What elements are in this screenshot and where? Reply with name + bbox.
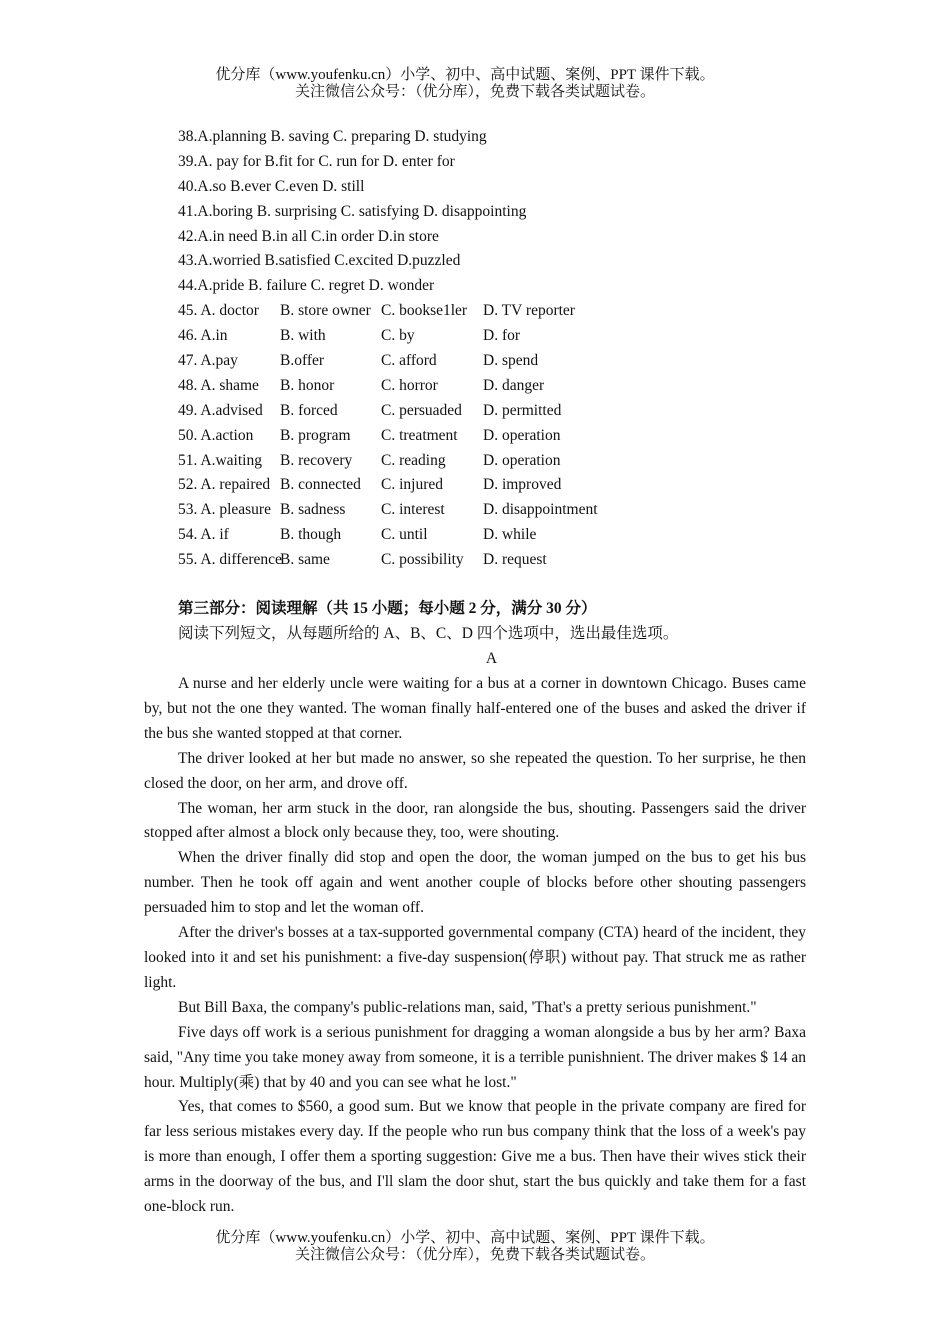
option-choice: 47. A.pay bbox=[178, 352, 238, 370]
option-choice: 54. A. if bbox=[178, 526, 229, 544]
passage-paragraph: Five days off work is a serious punishment for dragging a woman alongside a bus by her arm? Baxa said, "Any time you take money away from someone, it is a terrible punishnient. The driver makes $ 14 an hour. Multiply(乘) that by 40 and you can see what he lost." bbox=[144, 1023, 806, 1091]
option-row bbox=[178, 299, 633, 324]
option-choice: C. horror bbox=[381, 376, 438, 394]
option-choice: 50. A.action bbox=[178, 426, 254, 444]
header-line-1: 优分库（www.youfenku.cn）小学、初中、高中试题、案例、PPT 课件下载。 bbox=[215, 67, 715, 83]
passage-paragraph: But Bill Baxa, the company's public-relations man, said, 'That's a pretty serious punishment." bbox=[178, 998, 757, 1016]
passage-paragraph: A nurse and her elderly uncle were waiting for a bus at a corner in downtown Chicago. Buses came by, but not the one they wanted. The woman finally half-entered one of the buses and asked the driver if the bus she wanted stopped at that corner. bbox=[144, 675, 806, 742]
option-choice: D. operation bbox=[483, 451, 561, 469]
option-choice: C. bookse1ler bbox=[381, 302, 468, 320]
option-text: 42.A.in need B.in all C.in order D.in store bbox=[178, 227, 439, 245]
option-choice: 52. A. repaired bbox=[178, 476, 271, 494]
option-choice: C. reading bbox=[381, 451, 446, 469]
option-choice: D. for bbox=[483, 327, 521, 345]
option-choice: D. operation bbox=[483, 426, 561, 444]
option-choice: B. forced bbox=[280, 401, 338, 419]
option-row bbox=[178, 498, 633, 523]
section-three bbox=[178, 597, 678, 647]
option-row bbox=[178, 225, 633, 250]
option-row bbox=[178, 324, 633, 349]
option-text: 41.A.boring B. surprising C. satisfying D. disappointing bbox=[178, 202, 527, 220]
option-choice: B. program bbox=[280, 426, 351, 444]
option-row bbox=[178, 424, 633, 449]
section-title: 第三部分：阅读理解（共 15 小题；每小题 2 分，满分 30 分） bbox=[178, 600, 597, 617]
option-choice: B. with bbox=[280, 327, 326, 345]
option-choice: D. request bbox=[483, 551, 547, 569]
answer-options-list bbox=[178, 125, 633, 573]
option-choice: B. though bbox=[280, 526, 342, 544]
option-choice: B.offer bbox=[280, 352, 325, 370]
option-row bbox=[178, 399, 633, 424]
page-header bbox=[0, 67, 950, 101]
option-row bbox=[178, 374, 633, 399]
option-choice: D. spend bbox=[483, 352, 539, 370]
option-choice: C. persuaded bbox=[381, 401, 462, 419]
option-choice: 45. A. doctor bbox=[178, 302, 259, 320]
passage-paragraph: When the driver finally did stop and open the door, the woman jumped on the bus to get his bus number. Then he took off again and went another couple of blocks before other shouting passengers persuaded him to stop and let the woman off. bbox=[144, 849, 806, 917]
option-choice: 48. A. shame bbox=[178, 376, 259, 394]
option-text: 44.A.pride B. failure C. regret D. wonder bbox=[178, 277, 435, 295]
option-choice: B. recovery bbox=[280, 451, 353, 469]
option-choice: 53. A. pleasure bbox=[178, 501, 271, 519]
option-row bbox=[178, 548, 633, 573]
option-choice: 51. A.waiting bbox=[178, 451, 262, 469]
passage-paragraph: Yes, that comes to $560, a good sum. But we know that people in the private company are fired for far less serious mistakes every day. If the people who run bus company think that the loss of a week's pay is more than enough, I offer them a sporting suggestion: Give me a bus. Then have their wives stick their arms in the doorway of the bus, and I'll slam the door shut, start the bus quickly and take them for a fast one-block run. bbox=[144, 1098, 806, 1216]
reading-passage bbox=[144, 672, 806, 1220]
option-text: 43.A.worried B.satisfied C.excited D.puzzled bbox=[178, 252, 461, 270]
option-text: 38.A.planning B. saving C. preparing D. studying bbox=[178, 128, 487, 145]
option-choice: D. while bbox=[483, 526, 537, 544]
option-choice: B. sadness bbox=[280, 501, 346, 519]
option-row bbox=[178, 150, 633, 175]
option-choice: C. treatment bbox=[381, 426, 458, 444]
option-choice: 55. A. difference bbox=[178, 551, 282, 569]
option-row bbox=[178, 249, 633, 274]
passage-paragraph: The driver looked at her but made no answer, so she repeated the question. To her surprise, he then closed the door, on her arm, and drove off. bbox=[144, 749, 806, 792]
option-choice: C. interest bbox=[381, 501, 445, 519]
option-choice: D. danger bbox=[483, 376, 545, 394]
option-choice: C. possibility bbox=[381, 551, 464, 569]
option-choice: D. disappointment bbox=[483, 501, 598, 519]
page-footer bbox=[0, 1230, 950, 1264]
option-text: 40.A.so B.ever C.even D. still bbox=[178, 177, 365, 195]
passage-paragraph: After the driver's bosses at a tax-supported governmental company (CTA) heard of the incident, they looked into it and set his punishment: a five-day suspension(停职) without pay. That struck me as rather light. bbox=[144, 924, 806, 991]
option-row bbox=[178, 274, 633, 299]
option-choice: B. connected bbox=[280, 476, 361, 494]
option-row bbox=[178, 473, 633, 498]
footer-line-1: 优分库（www.youfenku.cn）小学、初中、高中试题、案例、PPT 课件下载。 bbox=[215, 1230, 715, 1246]
option-choice: C. afford bbox=[381, 352, 437, 370]
header-line-2: 关注微信公众号：（优分库），免费下载各类试题试卷。 bbox=[294, 84, 655, 100]
footer-line-2: 关注微信公众号：（优分库），免费下载各类试题试卷。 bbox=[294, 1247, 655, 1263]
passage-label: A bbox=[485, 650, 498, 667]
option-choice: C. until bbox=[381, 526, 428, 544]
section-instruction: 阅读下列短文，从每题所给的 A、B、C、D 四个选项中，选出最佳选项。 bbox=[178, 624, 679, 642]
option-choice: D. permitted bbox=[483, 401, 562, 419]
option-choice: B. same bbox=[280, 551, 330, 569]
option-row bbox=[178, 449, 633, 474]
option-choice: 49. A.advised bbox=[178, 401, 263, 419]
option-choice: D. TV reporter bbox=[483, 302, 575, 320]
option-choice: D. improved bbox=[483, 476, 562, 494]
option-row bbox=[178, 200, 633, 225]
option-text: 39.A. pay for B.fit for C. run for D. enter for bbox=[178, 152, 455, 170]
option-choice: B. store owner bbox=[280, 302, 371, 320]
option-choice: 46. A.in bbox=[178, 327, 228, 345]
option-row bbox=[178, 125, 633, 150]
option-choice: C. injured bbox=[381, 476, 443, 494]
option-choice: B. honor bbox=[280, 376, 335, 394]
option-row bbox=[178, 349, 633, 374]
option-row bbox=[178, 523, 633, 548]
option-choice: C. by bbox=[381, 327, 415, 345]
option-row bbox=[178, 175, 633, 200]
passage-paragraph: The woman, her arm stuck in the door, ran alongside the bus, shouting. Passengers said the driver stopped after almost a block only because they, too, were shouting. bbox=[144, 799, 806, 842]
